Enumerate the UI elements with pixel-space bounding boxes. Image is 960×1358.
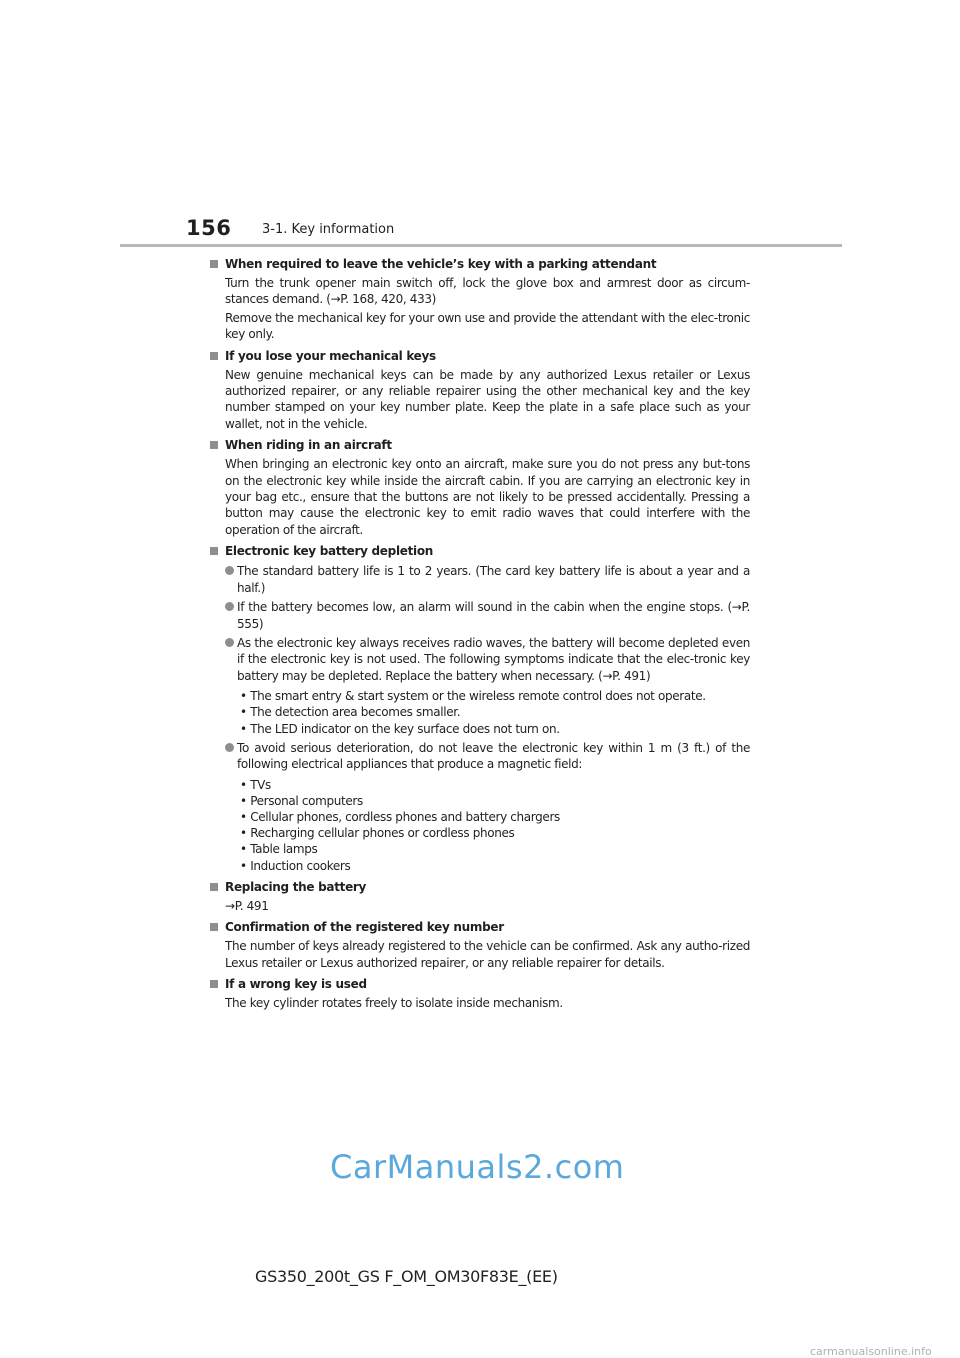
circle-bullet-icon <box>225 602 234 611</box>
paragraph: Remove the mechanical key for your own use and provide the attendant with the elec-tronic key only. <box>225 310 750 342</box>
square-bullet-icon <box>210 547 218 555</box>
circle-bullet-icon <box>225 566 234 575</box>
paragraph: When bringing an electronic key onto an aircraft, make sure you do not press any but-tons on the electronic key while inside the aircraft cabin. If you are carrying an electronic key in your bag etc., ensure that the buttons are not likely to be pressed accidentally. Pressing a button may cause the electronic key to emit radio waves that could interfere with the operation of the aircraft. <box>225 457 750 537</box>
list-item: • The detection area becomes smaller. <box>240 705 461 720</box>
list-item: • Recharging cellular phones or cordless phones <box>240 826 515 841</box>
section-heading: If you lose your mechanical keys <box>210 347 750 365</box>
paragraph: Turn the trunk opener main switch off, lock the glove box and armrest door as circum-stances demand. (→P. 168, 420, 433) <box>225 276 750 307</box>
bullet-item: If the battery becomes low, an alarm will sound in the cabin when the engine stops. (→P. 555) <box>210 599 750 632</box>
section-wrong-key <box>210 975 750 1011</box>
list-item: • TVs <box>240 777 271 792</box>
header-rule <box>120 244 842 247</box>
section-title: 3-1. Key information <box>262 222 395 237</box>
watermark-text: CarManuals2.com <box>330 1148 625 1186</box>
page-reference: →P. 491 <box>225 898 269 913</box>
bullet-item: The standard battery life is 1 to 2 years. (The card key battery life is about a year and a half.) <box>210 563 750 596</box>
appliance-list <box>210 777 750 874</box>
section-heading: When riding in an aircraft <box>210 436 750 454</box>
paragraph: The key cylinder rotates freely to isolate inside mechanism. <box>225 995 563 1010</box>
square-bullet-icon <box>210 883 218 891</box>
section-aircraft <box>210 436 750 538</box>
square-bullet-icon <box>210 260 218 268</box>
list-item: • Cellular phones, cordless phones and battery chargers <box>240 809 560 824</box>
list-item: • The LED indicator on the key surface does not turn on. <box>240 721 560 736</box>
section-heading: Confirmation of the registered key number <box>210 918 750 936</box>
list-item: • Table lamps <box>240 842 318 857</box>
square-bullet-icon <box>210 352 218 360</box>
section-heading: Replacing the battery <box>210 878 750 896</box>
section-heading: If a wrong key is used <box>210 975 750 993</box>
circle-bullet-icon <box>225 743 234 752</box>
site-watermark: carmanualsonline.info <box>810 1345 932 1358</box>
section-heading: When required to leave the vehicle’s key with a parking attendant <box>210 255 750 273</box>
section-battery-depletion <box>210 542 750 873</box>
bullet-item: As the electronic key always receives radio waves, the battery will become depleted even if the electronic key is not used. The following symptoms indicate that the elec-tronic key battery may be depleted. Replace the battery when necessary. (→P. 491) <box>210 635 750 684</box>
circle-bullet-icon <box>225 638 234 647</box>
document-code-footer: GS350_200t_GS F_OM_OM30F83E_(EE) <box>255 1267 558 1286</box>
symptom-list <box>210 688 750 737</box>
section-lost-keys <box>210 347 750 433</box>
section-parking-attendant <box>210 255 750 343</box>
section-registered-key-number <box>210 918 750 971</box>
list-item: • The smart entry & start system or the wireless remote control does not operate. <box>240 689 706 704</box>
page-content <box>210 255 750 1015</box>
square-bullet-icon <box>210 441 218 449</box>
section-heading: Electronic key battery depletion <box>210 542 750 560</box>
square-bullet-icon <box>210 980 218 988</box>
section-replacing-battery <box>210 878 750 914</box>
paragraph: The number of keys already registered to the vehicle can be confirmed. Ask any autho-rized Lexus retailer or Lexus authorized repairer, or any reliable repairer for details. <box>225 939 750 970</box>
square-bullet-icon <box>210 923 218 931</box>
list-item: • Induction cookers <box>240 858 351 873</box>
bullet-item: To avoid serious deterioration, do not leave the electronic key within 1 m (3 ft.) of the following electrical appliances that produce a magnetic field: <box>210 740 750 773</box>
paragraph: New genuine mechanical keys can be made by any authorized Lexus retailer or Lexus authorized repairer, or any reliable repairer using the other mechanical key and the key number stamped on your key number plate. Keep the plate in a safe place such as your wallet, not in the vehicle. <box>225 367 750 431</box>
list-item: • Personal computers <box>240 793 363 808</box>
page-number: 156 <box>186 216 232 240</box>
